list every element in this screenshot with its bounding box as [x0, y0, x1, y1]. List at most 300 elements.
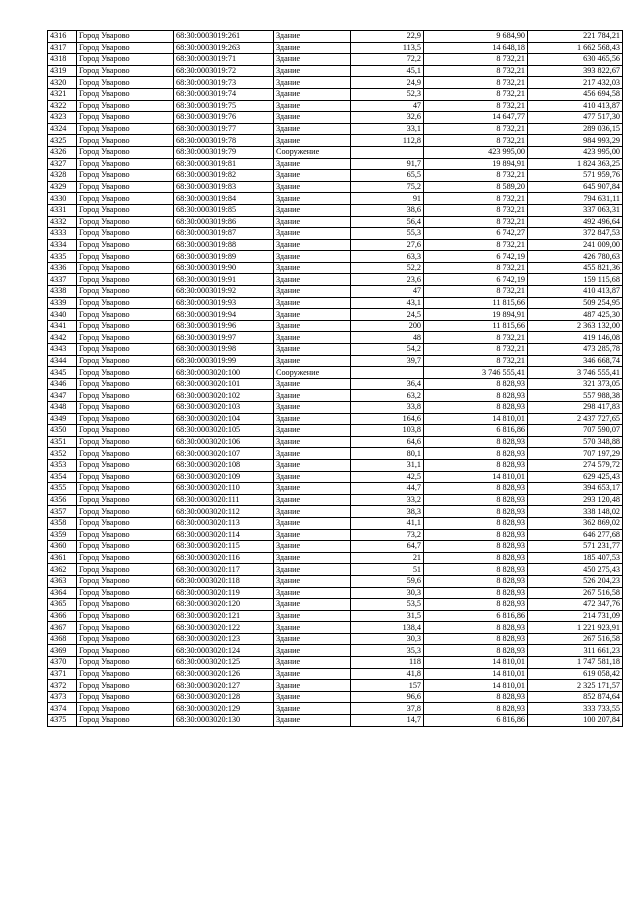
object-type-cell: Здание — [274, 448, 351, 460]
cadastral-number-cell: 68:30:0003020:116 — [174, 552, 274, 564]
cadastral-value-cell: 1 221 923,91 — [528, 622, 623, 634]
row-number-cell: 4333 — [48, 228, 77, 240]
cadastral-number-cell: 68:30:0003019:89 — [174, 251, 274, 263]
table-row — [48, 344, 623, 356]
row-number-cell: 4347 — [48, 390, 77, 402]
object-type-cell: Здание — [274, 274, 351, 286]
row-number-cell: 4360 — [48, 541, 77, 553]
cadastral-number-cell: 68:30:0003020:105 — [174, 425, 274, 437]
cadastral-number-cell: 68:30:0003020:108 — [174, 459, 274, 471]
cadastral-value-cell: 321 373,05 — [528, 378, 623, 390]
unit-cost-cell: 8 828,93 — [424, 691, 528, 703]
object-type-cell: Здание — [274, 158, 351, 170]
unit-cost-cell: 8 828,93 — [424, 552, 528, 564]
row-number-cell: 4334 — [48, 239, 77, 251]
city-cell: Город Уварово — [77, 575, 174, 587]
cadastral-value-cell: 492 496,64 — [528, 216, 623, 228]
row-number-cell: 4357 — [48, 506, 77, 518]
city-cell: Город Уварово — [77, 610, 174, 622]
table-row — [48, 135, 623, 147]
cadastral-value-cell: 472 347,76 — [528, 599, 623, 611]
table-row — [48, 541, 623, 553]
table-row — [48, 471, 623, 483]
object-type-cell: Здание — [274, 506, 351, 518]
table-row — [48, 448, 623, 460]
city-cell: Город Уварово — [77, 54, 174, 66]
unit-cost-cell: 8 828,93 — [424, 541, 528, 553]
cadastral-number-cell: 68:30:0003019:86 — [174, 216, 274, 228]
object-type-cell: Здание — [274, 633, 351, 645]
cadastral-number-cell: 68:30:0003020:125 — [174, 657, 274, 669]
city-cell: Город Уварово — [77, 459, 174, 471]
city-cell: Город Уварово — [77, 448, 174, 460]
table-row — [48, 216, 623, 228]
row-number-cell: 4323 — [48, 112, 77, 124]
cadastral-value-cell: 185 407,53 — [528, 552, 623, 564]
table-row — [48, 239, 623, 251]
table-row — [48, 332, 623, 344]
area-cell — [351, 367, 424, 379]
object-type-cell: Здание — [274, 239, 351, 251]
cadastral-number-cell: 68:30:0003020:117 — [174, 564, 274, 576]
unit-cost-cell: 8 732,21 — [424, 77, 528, 89]
area-cell: 38,3 — [351, 506, 424, 518]
cadastral-number-cell: 68:30:0003019:263 — [174, 42, 274, 54]
city-cell: Город Уварово — [77, 262, 174, 274]
city-cell: Город Уварово — [77, 680, 174, 692]
table-row — [48, 146, 623, 158]
object-type-cell: Здание — [274, 251, 351, 263]
area-cell: 138,4 — [351, 622, 424, 634]
cadastral-value-cell: 1 662 568,43 — [528, 42, 623, 54]
object-type-cell: Здание — [274, 181, 351, 193]
unit-cost-cell: 14 648,18 — [424, 42, 528, 54]
object-type-cell: Здание — [274, 262, 351, 274]
table-row — [48, 517, 623, 529]
cadastral-number-cell: 68:30:0003020:101 — [174, 378, 274, 390]
cadastral-number-cell: 68:30:0003020:109 — [174, 471, 274, 483]
unit-cost-cell: 423 995,00 — [424, 146, 528, 158]
row-number-cell: 4321 — [48, 88, 77, 100]
row-number-cell: 4366 — [48, 610, 77, 622]
table-row — [48, 599, 623, 611]
city-cell: Город Уварово — [77, 88, 174, 100]
area-cell: 42,5 — [351, 471, 424, 483]
object-type-cell: Здание — [274, 170, 351, 182]
row-number-cell: 4359 — [48, 529, 77, 541]
unit-cost-cell: 8 828,93 — [424, 633, 528, 645]
area-cell: 24,5 — [351, 309, 424, 321]
unit-cost-cell: 6 742,19 — [424, 274, 528, 286]
unit-cost-cell: 8 732,21 — [424, 135, 528, 147]
row-number-cell: 4363 — [48, 575, 77, 587]
object-type-cell: Здание — [274, 355, 351, 367]
cadastral-value-cell: 362 869,02 — [528, 517, 623, 529]
row-number-cell: 4337 — [48, 274, 77, 286]
area-cell: 22,9 — [351, 31, 424, 43]
unit-cost-cell: 6 816,86 — [424, 425, 528, 437]
object-type-cell: Здание — [274, 390, 351, 402]
object-type-cell: Здание — [274, 529, 351, 541]
object-type-cell: Здание — [274, 88, 351, 100]
object-type-cell: Здание — [274, 320, 351, 332]
cadastral-number-cell: 68:30:0003019:74 — [174, 88, 274, 100]
cadastral-value-cell: 526 204,23 — [528, 575, 623, 587]
area-cell: 54,2 — [351, 344, 424, 356]
row-number-cell: 4316 — [48, 31, 77, 43]
cadastral-number-cell: 68:30:0003020:115 — [174, 541, 274, 553]
object-type-cell: Здание — [274, 471, 351, 483]
unit-cost-cell: 8 732,21 — [424, 170, 528, 182]
unit-cost-cell: 8 828,93 — [424, 494, 528, 506]
table-row — [48, 575, 623, 587]
area-cell: 164,6 — [351, 413, 424, 425]
cadastral-number-cell: 68:30:0003019:97 — [174, 332, 274, 344]
object-type-cell: Здание — [274, 564, 351, 576]
city-cell: Город Уварово — [77, 274, 174, 286]
cadastral-number-cell: 68:30:0003019:90 — [174, 262, 274, 274]
object-type-cell: Здание — [274, 599, 351, 611]
area-cell: 75,2 — [351, 181, 424, 193]
table-row — [48, 633, 623, 645]
city-cell: Город Уварово — [77, 494, 174, 506]
table-row — [48, 367, 623, 379]
cadastral-value-cell: 267 516,58 — [528, 633, 623, 645]
area-cell: 64,6 — [351, 436, 424, 448]
object-type-cell: Здание — [274, 332, 351, 344]
row-number-cell: 4375 — [48, 715, 77, 727]
city-cell: Город Уварово — [77, 587, 174, 599]
area-cell: 65,5 — [351, 170, 424, 182]
row-number-cell: 4319 — [48, 65, 77, 77]
cadastral-number-cell: 68:30:0003020:112 — [174, 506, 274, 518]
row-number-cell: 4352 — [48, 448, 77, 460]
table-row — [48, 494, 623, 506]
area-cell: 31,5 — [351, 610, 424, 622]
row-number-cell: 4355 — [48, 483, 77, 495]
city-cell: Город Уварово — [77, 402, 174, 414]
object-type-cell: Здание — [274, 459, 351, 471]
property-table — [47, 30, 623, 727]
table-row — [48, 228, 623, 240]
cadastral-number-cell: 68:30:0003020:113 — [174, 517, 274, 529]
unit-cost-cell: 11 815,66 — [424, 297, 528, 309]
area-cell: 39,7 — [351, 355, 424, 367]
city-cell: Город Уварово — [77, 181, 174, 193]
cadastral-value-cell: 311 661,23 — [528, 645, 623, 657]
cadastral-number-cell: 68:30:0003020:124 — [174, 645, 274, 657]
unit-cost-cell: 19 894,91 — [424, 158, 528, 170]
object-type-cell: Здание — [274, 622, 351, 634]
cadastral-number-cell: 68:30:0003019:91 — [174, 274, 274, 286]
city-cell: Город Уварово — [77, 344, 174, 356]
object-type-cell: Здание — [274, 42, 351, 54]
object-type-cell: Здание — [274, 541, 351, 553]
table-row — [48, 31, 623, 43]
area-cell: 44,7 — [351, 483, 424, 495]
city-cell: Город Уварово — [77, 239, 174, 251]
city-cell: Город Уварово — [77, 204, 174, 216]
row-number-cell: 4335 — [48, 251, 77, 263]
city-cell: Город Уварово — [77, 170, 174, 182]
unit-cost-cell: 8 828,93 — [424, 483, 528, 495]
object-type-cell: Здание — [274, 610, 351, 622]
row-number-cell: 4326 — [48, 146, 77, 158]
cadastral-number-cell: 68:30:0003019:93 — [174, 297, 274, 309]
cadastral-number-cell: 68:30:0003019:81 — [174, 158, 274, 170]
table-row — [48, 274, 623, 286]
city-cell: Город Уварово — [77, 413, 174, 425]
cadastral-number-cell: 68:30:0003020:106 — [174, 436, 274, 448]
row-number-cell: 4350 — [48, 425, 77, 437]
city-cell: Город Уварово — [77, 436, 174, 448]
table-row — [48, 657, 623, 669]
row-number-cell: 4361 — [48, 552, 77, 564]
cadastral-value-cell: 2 363 132,00 — [528, 320, 623, 332]
area-cell: 47 — [351, 286, 424, 298]
object-type-cell: Здание — [274, 494, 351, 506]
area-cell: 63,2 — [351, 390, 424, 402]
unit-cost-cell: 8 732,21 — [424, 193, 528, 205]
row-number-cell: 4370 — [48, 657, 77, 669]
cadastral-value-cell: 645 907,84 — [528, 181, 623, 193]
table-row — [48, 378, 623, 390]
area-cell: 103,8 — [351, 425, 424, 437]
cadastral-number-cell: 68:30:0003020:114 — [174, 529, 274, 541]
table-row — [48, 193, 623, 205]
unit-cost-cell: 8 732,21 — [424, 204, 528, 216]
object-type-cell: Здание — [274, 31, 351, 43]
unit-cost-cell: 8 828,93 — [424, 622, 528, 634]
cadastral-number-cell: 68:30:0003020:130 — [174, 715, 274, 727]
object-type-cell: Здание — [274, 54, 351, 66]
area-cell: 56,4 — [351, 216, 424, 228]
cadastral-number-cell: 68:30:0003020:118 — [174, 575, 274, 587]
table-row — [48, 668, 623, 680]
area-cell: 35,3 — [351, 645, 424, 657]
unit-cost-cell: 8 828,93 — [424, 587, 528, 599]
area-cell — [351, 146, 424, 158]
unit-cost-cell: 14 810,01 — [424, 657, 528, 669]
area-cell: 96,6 — [351, 691, 424, 703]
city-cell: Город Уварово — [77, 645, 174, 657]
cadastral-number-cell: 68:30:0003020:104 — [174, 413, 274, 425]
area-cell: 32,6 — [351, 112, 424, 124]
object-type-cell: Здание — [274, 193, 351, 205]
unit-cost-cell: 8 732,21 — [424, 65, 528, 77]
row-number-cell: 4330 — [48, 193, 77, 205]
row-number-cell: 4343 — [48, 344, 77, 356]
cadastral-value-cell: 274 579,72 — [528, 459, 623, 471]
row-number-cell: 4368 — [48, 633, 77, 645]
cadastral-value-cell: 646 277,68 — [528, 529, 623, 541]
unit-cost-cell: 14 810,01 — [424, 471, 528, 483]
unit-cost-cell: 8 732,21 — [424, 332, 528, 344]
cadastral-value-cell: 1 747 581,18 — [528, 657, 623, 669]
unit-cost-cell: 8 732,21 — [424, 100, 528, 112]
object-type-cell: Здание — [274, 378, 351, 390]
area-cell: 91,7 — [351, 158, 424, 170]
table-row — [48, 286, 623, 298]
area-cell: 63,3 — [351, 251, 424, 263]
table-row — [48, 54, 623, 66]
table-row — [48, 402, 623, 414]
cadastral-value-cell: 477 517,30 — [528, 112, 623, 124]
cadastral-number-cell: 68:30:0003019:79 — [174, 146, 274, 158]
area-cell: 52,3 — [351, 88, 424, 100]
unit-cost-cell: 8 732,21 — [424, 344, 528, 356]
cadastral-value-cell: 159 115,68 — [528, 274, 623, 286]
cadastral-value-cell: 410 413,87 — [528, 286, 623, 298]
table-row — [48, 355, 623, 367]
city-cell: Город Уварово — [77, 529, 174, 541]
city-cell: Город Уварово — [77, 517, 174, 529]
table-row — [48, 715, 623, 727]
table-row — [48, 622, 623, 634]
cadastral-value-cell: 794 631,11 — [528, 193, 623, 205]
table-row — [48, 112, 623, 124]
city-cell: Город Уварово — [77, 216, 174, 228]
cadastral-number-cell: 68:30:0003020:128 — [174, 691, 274, 703]
object-type-cell: Здание — [274, 575, 351, 587]
area-cell: 37,8 — [351, 703, 424, 715]
cadastral-number-cell: 68:30:0003020:126 — [174, 668, 274, 680]
table-row — [48, 703, 623, 715]
cadastral-number-cell: 68:30:0003019:98 — [174, 344, 274, 356]
area-cell: 43,1 — [351, 297, 424, 309]
city-cell: Город Уварово — [77, 703, 174, 715]
object-type-cell: Здание — [274, 228, 351, 240]
object-type-cell: Здание — [274, 204, 351, 216]
cadastral-value-cell: 100 207,84 — [528, 715, 623, 727]
table-row — [48, 100, 623, 112]
unit-cost-cell: 8 732,21 — [424, 54, 528, 66]
table-row — [48, 251, 623, 263]
table-row — [48, 436, 623, 448]
cadastral-number-cell: 68:30:0003020:100 — [174, 367, 274, 379]
unit-cost-cell: 14 647,77 — [424, 112, 528, 124]
row-number-cell: 4374 — [48, 703, 77, 715]
object-type-cell: Здание — [274, 703, 351, 715]
cadastral-number-cell: 68:30:0003019:72 — [174, 65, 274, 77]
city-cell: Город Уварово — [77, 367, 174, 379]
row-number-cell: 4364 — [48, 587, 77, 599]
table-row — [48, 610, 623, 622]
cadastral-value-cell: 346 668,74 — [528, 355, 623, 367]
cadastral-number-cell: 68:30:0003019:87 — [174, 228, 274, 240]
row-number-cell: 4369 — [48, 645, 77, 657]
cadastral-number-cell: 68:30:0003019:94 — [174, 309, 274, 321]
table-row — [48, 77, 623, 89]
table-row — [48, 297, 623, 309]
row-number-cell: 4342 — [48, 332, 77, 344]
cadastral-value-cell: 337 063,31 — [528, 204, 623, 216]
table-row — [48, 65, 623, 77]
object-type-cell: Здание — [274, 680, 351, 692]
row-number-cell: 4353 — [48, 459, 77, 471]
cadastral-value-cell: 450 275,43 — [528, 564, 623, 576]
city-cell: Город Уварово — [77, 541, 174, 553]
cadastral-number-cell: 68:30:0003019:99 — [174, 355, 274, 367]
city-cell: Город Уварово — [77, 564, 174, 576]
area-cell: 80,1 — [351, 448, 424, 460]
object-type-cell: Здание — [274, 100, 351, 112]
area-cell: 52,2 — [351, 262, 424, 274]
area-cell: 64,7 — [351, 541, 424, 553]
table-row — [48, 680, 623, 692]
area-cell: 51 — [351, 564, 424, 576]
row-number-cell: 4339 — [48, 297, 77, 309]
area-cell: 112,8 — [351, 135, 424, 147]
object-type-cell: Здание — [274, 645, 351, 657]
unit-cost-cell: 6 742,19 — [424, 251, 528, 263]
cadastral-number-cell: 68:30:0003020:102 — [174, 390, 274, 402]
city-cell: Город Уварово — [77, 228, 174, 240]
row-number-cell: 4338 — [48, 286, 77, 298]
table-row — [48, 158, 623, 170]
cadastral-value-cell: 630 465,56 — [528, 54, 623, 66]
object-type-cell: Здание — [274, 413, 351, 425]
unit-cost-cell: 8 828,93 — [424, 402, 528, 414]
cadastral-number-cell: 68:30:0003019:82 — [174, 170, 274, 182]
unit-cost-cell: 8 732,21 — [424, 216, 528, 228]
cadastral-value-cell: 557 988,38 — [528, 390, 623, 402]
table-row — [48, 42, 623, 54]
area-cell: 33,8 — [351, 402, 424, 414]
cadastral-number-cell: 68:30:0003020:129 — [174, 703, 274, 715]
unit-cost-cell: 14 810,01 — [424, 668, 528, 680]
table-row — [48, 309, 623, 321]
area-cell: 157 — [351, 680, 424, 692]
row-number-cell: 4356 — [48, 494, 77, 506]
area-cell: 23,6 — [351, 274, 424, 286]
area-cell: 73,2 — [351, 529, 424, 541]
object-type-cell: Здание — [274, 216, 351, 228]
city-cell: Город Уварово — [77, 378, 174, 390]
table-row — [48, 88, 623, 100]
object-type-cell: Здание — [274, 286, 351, 298]
cadastral-value-cell: 456 694,58 — [528, 88, 623, 100]
table-row — [48, 181, 623, 193]
object-type-cell: Здание — [274, 425, 351, 437]
object-type-cell: Сооружение — [274, 367, 351, 379]
city-cell: Город Уварово — [77, 320, 174, 332]
object-type-cell: Здание — [274, 715, 351, 727]
city-cell: Город Уварово — [77, 657, 174, 669]
object-type-cell: Здание — [274, 552, 351, 564]
table-row — [48, 564, 623, 576]
area-cell: 118 — [351, 657, 424, 669]
cadastral-value-cell: 293 120,48 — [528, 494, 623, 506]
cadastral-number-cell: 68:30:0003019:76 — [174, 112, 274, 124]
cadastral-number-cell: 68:30:0003019:75 — [174, 100, 274, 112]
area-cell: 31,1 — [351, 459, 424, 471]
area-cell: 91 — [351, 193, 424, 205]
cadastral-value-cell: 298 417,83 — [528, 402, 623, 414]
row-number-cell: 4332 — [48, 216, 77, 228]
table-row — [48, 204, 623, 216]
city-cell: Город Уварово — [77, 31, 174, 43]
cadastral-value-cell: 571 231,77 — [528, 541, 623, 553]
object-type-cell: Здание — [274, 135, 351, 147]
unit-cost-cell: 9 684,90 — [424, 31, 528, 43]
object-type-cell: Здание — [274, 65, 351, 77]
area-cell: 41,8 — [351, 668, 424, 680]
cadastral-value-cell: 509 254,95 — [528, 297, 623, 309]
row-number-cell: 4344 — [48, 355, 77, 367]
cadastral-value-cell: 2 437 727,65 — [528, 413, 623, 425]
table-row — [48, 123, 623, 135]
